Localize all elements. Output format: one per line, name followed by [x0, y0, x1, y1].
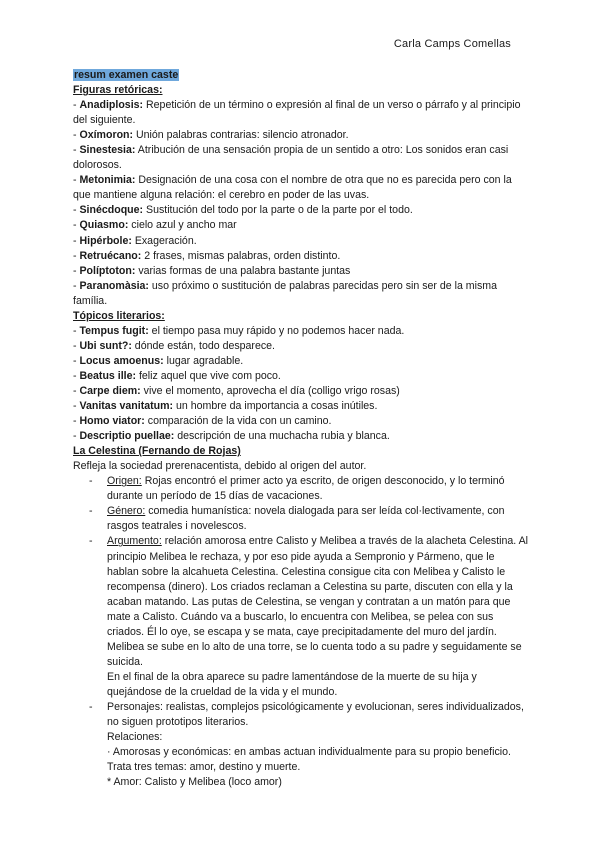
- celestina-heading: La Celestina (Fernando de Rojas): [73, 445, 241, 458]
- dash-bullet: -: [73, 400, 80, 413]
- figura-term: Quiasmo:: [79, 219, 129, 232]
- personajes-text: Personajes: realistas, complejos psicológicamente y evolucionan, seres individualizados, no siguen prototipos literarios.: [107, 700, 524, 729]
- figuras-heading: Figuras retóricas:: [73, 84, 163, 97]
- dash-bullet: -: [73, 279, 80, 292]
- origen-text: Rojas encontró el primer acto ya escrito, de origen desconocido, y lo terminó durante un período de 15 días de vacaciones.: [107, 475, 505, 503]
- genero-text: comedia humanística: novela dialogada para ser leída col·lectivamente, con rasgos teatrales i novelescos.: [107, 505, 505, 533]
- topico-definition: un hombre da importancia a cosas inútiles.: [173, 400, 378, 413]
- dash-bullet: -: [73, 264, 80, 277]
- figura-term: Anadiplosis:: [79, 99, 144, 112]
- document-title: [73, 68, 529, 83]
- figura-item: [73, 203, 529, 218]
- figura-definition: cielo azul y ancho mar: [128, 219, 237, 232]
- dash-bullet: -: [89, 535, 93, 548]
- topico-term: Tempus fugit:: [79, 324, 149, 337]
- relaciones-label: Relaciones:: [107, 731, 163, 744]
- dash-bullet: -: [89, 700, 93, 713]
- topico-item: [73, 369, 529, 384]
- topico-term: Descriptio puellae:: [79, 430, 175, 443]
- topico-item: [73, 354, 529, 369]
- topico-item: [73, 384, 529, 399]
- figura-term: Sinestesia:: [79, 144, 136, 157]
- figura-term: Retruécano:: [79, 249, 142, 262]
- argumento-final: En el final de la obra aparece su padre lamentándose de la muerte de su hija y quejándose de la crueldad de la vida y el mundo.: [107, 670, 477, 698]
- dash-bullet: -: [89, 505, 93, 518]
- dash-bullet: -: [73, 219, 80, 232]
- list-item-personajes: [73, 700, 529, 790]
- dash-bullet: -: [73, 174, 80, 187]
- figura-item: [73, 128, 529, 143]
- figura-item: [73, 98, 529, 128]
- dash-bullet: -: [73, 99, 80, 112]
- figura-definition: Sustitución del todo por la parte o de la parte por el todo.: [143, 204, 413, 217]
- figura-term: Metonimia:: [79, 174, 136, 187]
- topico-term: Locus amoenus:: [79, 354, 164, 367]
- dash-bullet: -: [73, 384, 80, 397]
- topico-item: [73, 429, 529, 444]
- figura-item: [73, 279, 529, 309]
- figura-definition: Atribución de una sensación propia de un sentido a otro: Los sonidos eran casi dolorosos.: [73, 144, 509, 172]
- list-item-argumento: [73, 534, 529, 700]
- document-body: [73, 68, 529, 790]
- figura-definition: Exageración.: [131, 234, 197, 247]
- figura-item: [73, 264, 529, 279]
- topico-definition: vive el momento, aprovecha el día (colligo vrigo rosas): [140, 384, 400, 397]
- dash-bullet: -: [73, 249, 80, 262]
- relaciones-amorosas: · Amorosas y económicas: en ambas actuan individualmente para su propio beneficio. Trata tres temas: amor, destino y muerte.: [107, 746, 511, 774]
- figura-definition: varias formas de una palabra bastante juntas: [135, 264, 351, 277]
- figuras-list: [73, 98, 529, 309]
- figura-definition: Designación de una cosa con el nombre de otra que no es parecida pero con la que mantiene alguna relación: el cerebro en poder de las uvas.: [73, 174, 512, 202]
- list-item-genero: [73, 504, 529, 534]
- dash-bullet: -: [73, 144, 80, 157]
- topicos-list: [73, 324, 529, 444]
- genero-label: Género:: [107, 505, 146, 518]
- figura-item: [73, 249, 529, 264]
- dash-bullet: -: [73, 430, 80, 443]
- figura-term: Paranomàsia:: [79, 279, 149, 292]
- figura-definition: uso próximo o sustitución de palabras parecidas pero sin ser de la misma família.: [73, 279, 497, 307]
- dash-bullet: -: [89, 475, 93, 488]
- celestina-list: [73, 474, 529, 790]
- argumento-text: relación amorosa entre Calisto y Melibea a través de la alacheta Celestina. Al principio Melibea le rechaza, y por eso pide ayuda a Sempronio y Pármeno, que le hablan sobre la alcahueta Celestina. Celestina consigue cita con Melibea y Calisto le recompensa (dinero). Los criados reclaman a Celestina su parte, discuten con ella y la acaban matando. Las putas de Celestina, se vengan y contratan a un matón para que mate a Calisto. Cuándo va a buscarlo, lo encuentra con Melibea, se pelea con sus criados. Él lo oye, se escapa y se mata, caye precipitadamente del muro del jardín. Melibea se sube en lo alto de una torre, se lo cuenta todo a su padre y seguidamente se suicida.: [107, 535, 529, 668]
- argumento-label: Argumento:: [107, 535, 162, 548]
- figura-definition: Repetición de un término o expresión al final de un verso o párrafo y al principio del siguiente.: [73, 99, 521, 127]
- figura-definition: Unión palabras contrarias: silencio atronador.: [133, 129, 349, 142]
- figura-item: [73, 143, 529, 173]
- dash-bullet: -: [73, 339, 80, 352]
- author-name: Carla Camps Comellas: [393, 38, 511, 50]
- dash-bullet: -: [73, 354, 80, 367]
- figura-definition: 2 frases, mismas palabras, orden distinto.: [141, 249, 341, 262]
- celestina-intro: Refleja la sociedad prerenacentista, debido al origen del autor.: [73, 460, 367, 473]
- figura-term: Sinécdoque:: [79, 204, 144, 217]
- topico-item: [73, 339, 529, 354]
- topico-term: Beatus ille:: [79, 369, 137, 382]
- dash-bullet: -: [73, 369, 80, 382]
- topico-term: Carpe diem:: [79, 384, 141, 397]
- figura-term: Hipérbole:: [79, 234, 132, 247]
- dash-bullet: -: [73, 415, 80, 428]
- figura-term: Políptoton:: [79, 264, 136, 277]
- topico-term: Ubi sunt?:: [79, 339, 132, 352]
- topico-item: [73, 399, 529, 414]
- origen-label: Origen:: [107, 475, 142, 488]
- relaciones-amor: * Amor: Calisto y Melibea (loco amor): [107, 776, 282, 789]
- list-item-origen: [73, 474, 529, 504]
- dash-bullet: -: [73, 129, 80, 142]
- dash-bullet: -: [73, 324, 80, 337]
- topico-term: Vanitas vanitatum:: [79, 400, 174, 413]
- topico-term: Homo viator:: [79, 415, 145, 428]
- topico-definition: lugar agradable.: [163, 354, 244, 367]
- topico-definition: el tiempo pasa muy rápido y no podemos hacer nada.: [148, 324, 405, 337]
- topico-item: [73, 414, 529, 429]
- topicos-heading: Tópicos literarios:: [73, 309, 165, 322]
- figura-term: Oxímoron:: [79, 129, 134, 142]
- figura-item: [73, 173, 529, 203]
- figura-item: [73, 234, 529, 249]
- topico-definition: descripción de una muchacha rubia y blanca.: [174, 430, 390, 443]
- document-title-highlight: resum examen caste: [74, 69, 179, 81]
- topico-item: [73, 324, 529, 339]
- dash-bullet: -: [73, 204, 80, 217]
- topico-definition: dónde están, todo desparece.: [131, 339, 275, 352]
- dash-bullet: -: [73, 234, 80, 247]
- figura-item: [73, 218, 529, 233]
- topico-definition: feliz aquel que vive com poco.: [136, 369, 281, 382]
- topico-definition: comparación de la vida con un camino.: [144, 415, 332, 428]
